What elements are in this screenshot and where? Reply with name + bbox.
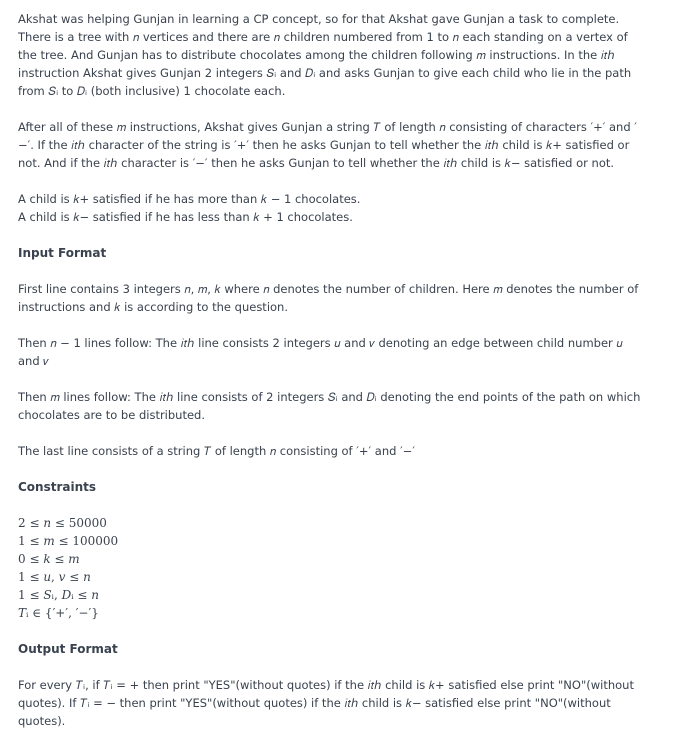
constraint-t: 𝑇ᵢ ∈ {′+′, ′−′}: [18, 606, 99, 620]
input-line-2: Then 𝑛 − 1 lines follow: The 𝑖𝑡ℎ line consists 2 integers 𝑢 and 𝑣 denoting an edge between child number 𝑢 and 𝑣: [18, 336, 623, 368]
input-line-3: Then 𝑚 lines follow: The 𝑖𝑡ℎ line consists of 2 integers 𝑆ᵢ and 𝐷ᵢ denoting the end points of the path on which chocolates are to be distributed.: [18, 390, 641, 422]
definition-k-plus: A child is 𝑘+ satisfied if he has more than 𝑘 − 1 chocolates.: [18, 192, 361, 206]
instructions-paragraph: After all of these 𝑚 instructions, Akshat gives Gunjan a string 𝑇 of length 𝑛 consisting of characters ′+′ and ′−′. If the 𝑖𝑡ℎ character of the string is ′+′ then he asks Gunjan to tell whether the 𝑖𝑡ℎ child is 𝑘+ satisfied or not. And if the 𝑖𝑡ℎ character is ′−′ then he asks Gunjan to tell whether the 𝑖𝑡ℎ child is 𝑘− satisfied or not.: [18, 120, 637, 170]
input-line-1: First line contains 3 integers 𝑛, 𝑚, 𝑘 where 𝑛 denotes the number of children. Here 𝑚 denotes the number of instructions and 𝑘 is according to the question.: [18, 282, 639, 314]
constraints-list: [18, 514, 645, 622]
definitions: [18, 190, 645, 226]
constraints-heading: Constraints: [18, 480, 97, 494]
input-format-heading: Input Format: [18, 246, 107, 260]
output-format-heading: Output Format: [18, 642, 118, 656]
constraint-uv: 1 ≤ 𝑢, 𝑣 ≤ 𝑛: [18, 570, 91, 584]
input-line-4: The last line consists of a string 𝑇 of length 𝑛 consisting of ′+′ and ′−′: [18, 444, 415, 458]
intro-paragraph: Akshat was helping Gunjan in learning a CP concept, so for that Akshat gave Gunjan a task to complete. There is a tree with 𝑛 vertices and there are 𝑛 children numbered from 1 to 𝑛 each standing on a vertex of the tree. And Gunjan has to distribute chocolates among the children following 𝑚 instructions. In the 𝑖𝑡ℎ instruction Akshat gives Gunjan 2 integers 𝑆ᵢ and 𝐷ᵢ and asks Gunjan to give each child who lie in the path from 𝑆ᵢ to 𝐷ᵢ (both inclusive) 1 chocolate each.: [18, 12, 632, 98]
output-line-1: For every 𝑇ᵢ, if 𝑇ᵢ = + then print "YES"(without quotes) if the 𝑖𝑡ℎ child is 𝑘+ satisfied else print "NO"(without quotes). If 𝑇ᵢ = − then print "YES"(without quotes) if the 𝑖𝑡ℎ child is 𝑘− satisfied else print "NO"(without quotes).: [18, 678, 634, 728]
definition-k-minus: A child is 𝑘− satisfied if he has less than 𝑘 + 1 chocolates.: [18, 210, 353, 224]
constraint-m: 1 ≤ 𝑚 ≤ 100000: [18, 534, 119, 548]
constraint-k: 0 ≤ 𝑘 ≤ 𝑚: [18, 552, 80, 566]
constraint-n: 2 ≤ 𝑛 ≤ 50000: [18, 516, 107, 530]
constraint-sd: 1 ≤ 𝑆ᵢ, 𝐷ᵢ ≤ 𝑛: [18, 588, 100, 602]
